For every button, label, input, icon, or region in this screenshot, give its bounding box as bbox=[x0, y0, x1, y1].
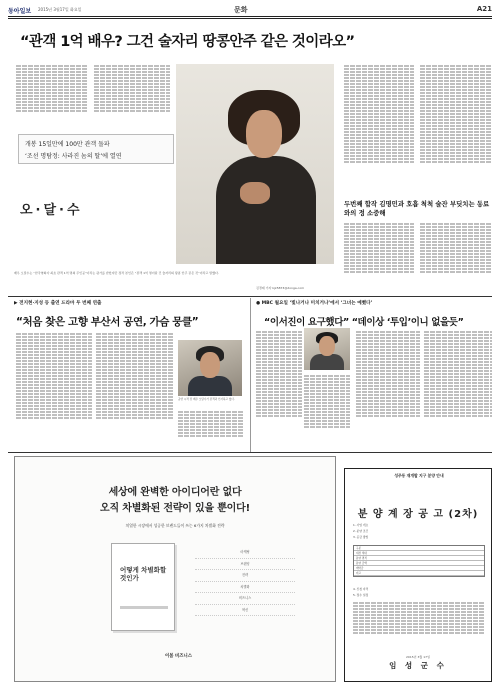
newspaper-brand: 동아일보 bbox=[8, 8, 32, 15]
feature-body-col3 bbox=[344, 64, 414, 198]
ad-divider bbox=[8, 452, 492, 453]
article3-body-col1 bbox=[256, 330, 302, 450]
notice-date: 2015년 3월 17일 bbox=[406, 655, 430, 659]
article2-photo-caption: 공연 시작 전 배우 오달수가 관객과 인사하고 있다. bbox=[178, 398, 235, 401]
column-divider bbox=[250, 298, 251, 452]
ad-feature-item: 차별화 bbox=[195, 582, 295, 594]
feature-body-col2 bbox=[94, 64, 170, 130]
feature-body-col1 bbox=[16, 64, 88, 130]
ad-headline-1: 세상에 완벽한 아이디어란 없다 bbox=[108, 487, 242, 498]
ad-feature-item: 전략 bbox=[195, 570, 295, 582]
main-headline: “관객 1억 배우? 그건 술자리 땅콩안주 같은 것이라오” bbox=[20, 34, 355, 50]
notice-row: 3. 공급 방법 bbox=[353, 535, 369, 539]
notice-header: 성주동 재개발 지구 분양 안내 bbox=[394, 473, 444, 478]
book-title: 어떻게 차별화할 것인가 bbox=[120, 566, 167, 582]
feature-body-col6 bbox=[420, 222, 492, 292]
article3-headline: “이서진이 요구했다” “데이상 ‘투입’이니 없을듯” bbox=[264, 317, 464, 328]
article3-body-col4 bbox=[424, 330, 492, 450]
ad-publisher: 이봄 비즈니스 bbox=[165, 654, 192, 659]
notice-body bbox=[353, 601, 485, 647]
notice-row: 1. 사업 개요 bbox=[353, 523, 369, 527]
article3-body-col3 bbox=[356, 330, 420, 450]
article3-kicker: ● MBC 월요일 ‘빛나거나 미치거나’에서 ‘그녀는 예뻤다’ bbox=[256, 301, 373, 306]
article2-photo bbox=[178, 340, 242, 396]
public-notice-ad bbox=[344, 468, 492, 682]
page-number: A21 bbox=[476, 5, 492, 13]
info-box-line1: 개봉 15일만에 100만 관객 돌파 bbox=[25, 141, 110, 148]
ad-feature-item: 비즈니스 bbox=[195, 593, 295, 605]
notice-table-row: 대상 세대 bbox=[354, 551, 484, 556]
section-title: 문화 bbox=[234, 6, 248, 14]
ad-feature-item: 마케팅 bbox=[195, 547, 295, 559]
ad-headline-2: 오직 차별화된 전략이 있을 뿐이다! bbox=[100, 503, 250, 514]
header-rule bbox=[8, 16, 492, 17]
notice-row: 4. 신청 자격 bbox=[353, 587, 369, 591]
masthead bbox=[8, 4, 492, 16]
photo-credit: 김경제 기자 kjk5873@donga.com bbox=[256, 286, 305, 290]
notice-row: 5. 접수 일정 bbox=[353, 593, 369, 597]
ad-feature-list bbox=[195, 547, 295, 616]
notice-table-row: 분양 금액 bbox=[354, 561, 484, 566]
book-cover-image bbox=[111, 543, 175, 631]
notice-table-row: 구분 bbox=[354, 546, 484, 551]
actor-name: 오·달·수 bbox=[20, 203, 83, 218]
feature-subhead: 두번째 합작 김명민과 호흡 척척 술잔 부딪치는 동료와의 정 소중해 bbox=[344, 200, 490, 217]
photo-caption-text: 배우 오달수는 “한국영화사 최초 관객 1억 명의 주인공”이라는 평가를 받았지만 정작 본인은 “관객 1억 명이란 건 술자리의 땅콩 안주 같은 것”이라고 말했다. bbox=[14, 271, 219, 275]
notice-table bbox=[353, 545, 485, 577]
actor-portrait-photo bbox=[176, 64, 334, 264]
feature-body-col4 bbox=[420, 64, 492, 198]
ad-tagline: 치열한 시장에서 성공한 브랜드들이 쓰는 6가지 차별화 전략 bbox=[125, 523, 225, 528]
feature-info-box bbox=[18, 134, 174, 164]
article2-headline: “처음 찾은 고향 부산서 공연, 가슴 뭉클” bbox=[16, 316, 199, 328]
issue-date: 2015년 3월17일 화요일 bbox=[38, 7, 82, 12]
notice-table-row: 비고 bbox=[354, 571, 484, 576]
notice-table-row: 계약금 bbox=[354, 566, 484, 571]
article2-body-col1 bbox=[16, 332, 92, 450]
notice-row: 2. 분양 조건 bbox=[353, 529, 369, 533]
article2-body-col3 bbox=[178, 410, 244, 450]
article3-body-col2 bbox=[304, 374, 350, 450]
article2-kicker: ▶ 전지현·지성 등 출연 드라마 두 번째 연출 bbox=[14, 301, 102, 306]
article3-photo bbox=[304, 328, 350, 370]
header-rule-thin bbox=[8, 18, 492, 19]
ad-feature-item: 브랜딩 bbox=[195, 559, 295, 571]
info-box-line2: ‘조선 명탐정: 사라진 놈의 딸’에 열연 bbox=[25, 153, 122, 160]
article2-body-col2 bbox=[96, 332, 174, 450]
notice-table-row: 분양 면적 bbox=[354, 556, 484, 561]
feature-body-col5 bbox=[344, 222, 414, 292]
section-divider bbox=[8, 296, 492, 297]
book-advertisement bbox=[14, 456, 336, 682]
notice-title: 분 양 계 장 공 고 (2차) bbox=[357, 509, 479, 520]
ad-feature-item: 혁신 bbox=[195, 605, 295, 617]
photo-caption bbox=[14, 271, 336, 275]
notice-issuer: 임 성 군 수 bbox=[389, 661, 447, 670]
